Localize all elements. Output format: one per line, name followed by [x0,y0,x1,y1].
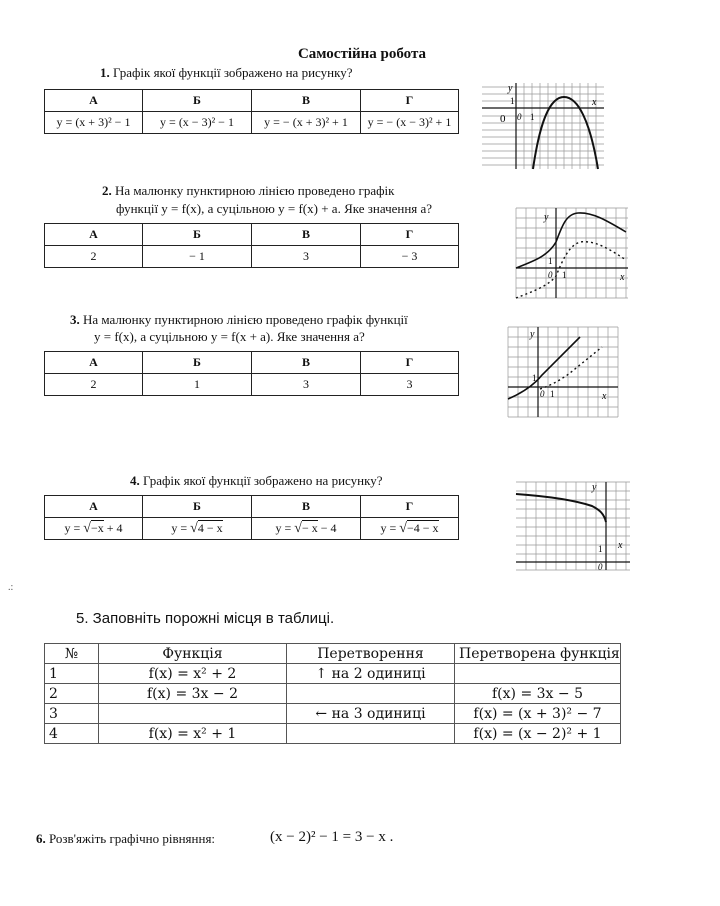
q2-header-g: Г [361,224,459,246]
q1-header-g: Г [361,90,459,112]
q5-row-result[interactable] [455,664,621,684]
q5-row-transform[interactable] [287,724,455,744]
q4-y-label: y [592,482,597,493]
q2-text-line2: функції y = f(x), а суцільною y = f(x) + a. Яке значення a? [116,201,433,216]
q2-text-line1: 2. На малюнку пунктирною лінією проведено графік [102,183,395,198]
q1-option-g[interactable]: y = − (x − 3)² + 1 [361,112,459,134]
q5-header-transform: Перетворення [287,644,455,664]
q3-text-line1: 3. На малюнку пунктирною лінією проведено графік функції [70,312,408,327]
q5-row-number: 1 [45,664,99,684]
q5-header-number: № [45,644,99,664]
q3-text-line2: y = f(x), а суцільною y = f(x + a). Яке значення a? [94,329,365,344]
q5-title: 5. Заповніть порожні місця в таблиці. [76,610,335,627]
q2-one-x: 1 [562,270,567,280]
q5-row-transform[interactable]: ↑ на 2 одиниці [287,664,455,684]
q4-header-g: Г [361,496,459,518]
q3-option-b[interactable]: 1 [143,374,252,396]
q5-row-function[interactable]: f(x) = 3x − 2 [99,684,287,704]
q1-header-a: А [45,90,143,112]
q1-y-label: y [508,83,513,94]
q3-one-x: 1 [550,389,555,399]
q2-header-v: В [252,224,361,246]
q3-options-table [44,351,459,396]
q5-row-transform[interactable] [287,684,455,704]
q3-option-v[interactable]: 3 [252,374,361,396]
q5-row [45,724,621,744]
q6-text: 6. Розв'яжіть графічно рівняння: [36,831,216,846]
q1-zero2: 0 [517,112,522,122]
q1-option-a[interactable]: y = (x + 3)² − 1 [45,112,143,134]
q1-header-b: Б [143,90,252,112]
q3-header-v: В [252,352,361,374]
q5-row-number: 2 [45,684,99,704]
q1-one-y: 1 [510,96,515,106]
q1-option-v[interactable]: y = − (x + 3)² + 1 [252,112,361,134]
q3-y-label: y [530,329,535,340]
q5-row [45,664,621,684]
q3-zero: 0 [540,389,545,399]
q2-option-a[interactable]: 2 [45,246,143,268]
q4-x-label: x [618,540,623,551]
q3-header-b: Б [143,352,252,374]
q5-row-function[interactable]: f(x) = x² + 1 [99,724,287,744]
q5-row-result[interactable]: f(x) = (x + 3)² − 7 [455,704,621,724]
q2-one-y: 1 [548,256,553,266]
q4-header-a: А [45,496,143,518]
q4-zero: 0 [598,562,603,572]
q3-x-label: x [602,391,607,402]
q2-x-label: x [620,272,625,283]
q5-header-result: Перетворена функція [455,644,621,664]
q5-row-result[interactable]: f(x) = 3x − 5 [455,684,621,704]
q3-header-a: А [45,352,143,374]
q3-option-g[interactable]: 3 [361,374,459,396]
q1-header-v: В [252,90,361,112]
q4-graph [514,478,632,572]
q5-row-function[interactable]: f(x) = x² + 2 [99,664,287,684]
q2-dashed-curve [516,242,626,298]
q5-table [44,643,621,744]
q1-option-b[interactable]: y = (x − 3)² − 1 [143,112,252,134]
q1-graph [478,81,608,170]
q2-option-b[interactable]: − 1 [143,246,252,268]
q2-option-g[interactable]: − 3 [361,246,459,268]
q3-option-a[interactable]: 2 [45,374,143,396]
q5-row-number: 4 [45,724,99,744]
q6-equation: (x − 2)² − 1 = 3 − x . [270,829,394,845]
q5-row-function[interactable] [99,704,287,724]
q4-one-y: 1 [598,544,603,554]
q5-row-number: 3 [45,704,99,724]
q4-option-v[interactable]: y = √− x − 4 [252,518,361,540]
q5-row-transform[interactable]: ← на 3 одиниці [287,704,455,724]
q2-option-v[interactable]: 3 [252,246,361,268]
q2-zero: 0 [548,270,553,280]
q1-zero: 0 [500,113,506,125]
q2-options-table [44,223,459,268]
q4-option-a[interactable]: y = √−x + 4 [45,518,143,540]
q4-option-g[interactable]: y = √−4 − x [361,518,459,540]
q5-row-result[interactable]: f(x) = (x − 2)² + 1 [455,724,621,744]
q1-text: 1. Графік якої функції зображено на рисунку? [100,65,353,80]
q4-header-b: Б [143,496,252,518]
q4-text: 4. Графік якої функції зображено на рисунку? [130,473,383,488]
page-title: Самостійна робота [297,46,427,62]
q4-header-v: В [252,496,361,518]
q2-header-a: А [45,224,143,246]
q1-one-x: 1 [530,112,535,122]
q5-row [45,684,621,704]
q5-header-function: Функція [99,644,287,664]
margin-mark: .: [8,582,14,593]
q2-y-label: y [544,212,549,223]
q5-row [45,704,621,724]
q3-one-y: 1 [532,373,537,383]
q3-header-g: Г [361,352,459,374]
q4-option-b[interactable]: y = √4 − x [143,518,252,540]
q2-solid-curve [516,213,626,268]
q4-options-table [44,495,459,540]
q1-x-label: x [592,97,597,108]
q1-options-table [44,89,459,134]
q2-header-b: Б [143,224,252,246]
q2-graph [514,206,630,299]
q3-graph [506,323,620,418]
